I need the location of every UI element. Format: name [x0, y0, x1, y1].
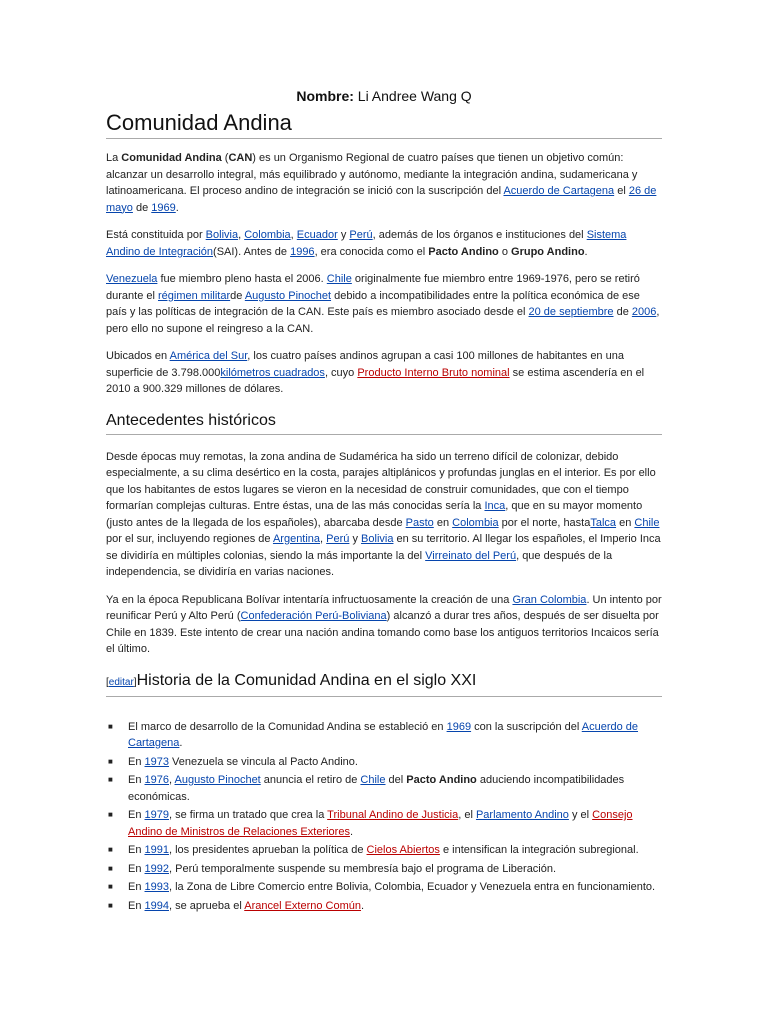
link-virreinato-del-peru[interactable]: Virreinato del Perú	[425, 549, 517, 562]
text: ,	[320, 533, 327, 545]
intro-paragraph-4	[106, 348, 662, 398]
link-chile[interactable]: Chile	[634, 516, 660, 529]
text: , los cuatro países andinos agrupan a casi 100 millones de habitantes en una superficie de 3.798.000	[106, 350, 624, 379]
text: Ubicados en	[106, 350, 170, 362]
bullet-icon: ■	[108, 882, 113, 891]
text: , se firma un tratado que crea la	[169, 809, 328, 821]
section-heading-historia-text: Historia de la Comunidad Andina en el siglo XXI	[136, 671, 477, 689]
link-pib-nominal[interactable]: Producto Interno Bruto nominal	[357, 366, 510, 379]
text: Ya en la época Republicana Bolívar intentaría infructuosamente la creación de una	[106, 593, 513, 606]
text: por el sur, incluyendo regiones de	[106, 533, 273, 545]
text: (SAI). Antes de	[213, 245, 291, 258]
article-body	[106, 108, 662, 914]
text: fue miembro pleno hasta el 2006.	[157, 273, 327, 285]
link-cielos-abiertos[interactable]: Cielos Abiertos	[366, 844, 440, 856]
text: , que después de la independencia, se dividiría en varias naciones.	[106, 549, 613, 578]
text: , se aprueba el	[169, 899, 245, 912]
bullet-icon: ■	[108, 863, 113, 873]
bullet-icon: ■	[108, 756, 113, 766]
list-item	[106, 842, 662, 859]
link-sistema-andino[interactable]: Sistema Andino de Integración	[106, 229, 627, 258]
text: En	[128, 809, 145, 821]
text: .	[175, 201, 179, 214]
name-label: Nombre:	[296, 88, 354, 104]
text: , los presidentes aprueban la política de	[169, 844, 367, 856]
text: .	[349, 825, 354, 838]
link-1996[interactable]: 1996	[290, 245, 315, 258]
text: .	[361, 899, 365, 912]
link-tribunal-andino[interactable]: Tribunal Andino de Justicia	[327, 809, 459, 821]
link-1993[interactable]: 1993	[144, 881, 169, 893]
antecedentes-paragraph-2	[106, 592, 662, 658]
bullet-icon: ■	[108, 845, 113, 854]
text: ,	[238, 229, 245, 241]
text: , Perú temporalmente suspende su membresía bajo el programa de Liberación.	[169, 862, 557, 875]
link-argentina[interactable]: Argentina	[272, 533, 321, 545]
link-2006[interactable]: 2006	[631, 306, 657, 318]
edit-link[interactable]: editar	[108, 676, 134, 688]
section-heading-antecedentes: Antecedentes históricos	[106, 410, 662, 435]
link-1973[interactable]: 1973	[144, 755, 169, 768]
link-inca[interactable]: Inca	[484, 500, 506, 512]
text: el	[614, 185, 629, 197]
list-item	[106, 861, 662, 878]
section-heading-historia	[106, 670, 662, 697]
list-item	[106, 898, 662, 915]
link-1976[interactable]: 1976	[144, 774, 169, 786]
text: de	[613, 306, 632, 318]
page-title: Comunidad Andina	[106, 108, 662, 139]
bold-text: Pacto Andino	[428, 245, 499, 258]
link-1969[interactable]: 1969	[446, 720, 472, 733]
link-arancel-externo-comun[interactable]: Arancel Externo Común	[244, 899, 362, 912]
link-1992[interactable]: 1992	[144, 862, 169, 875]
text: en	[433, 516, 453, 529]
link-26-de-mayo[interactable]: 26 de mayo	[106, 185, 657, 214]
text: y	[349, 533, 362, 545]
text: anuncia el retiro de	[260, 774, 361, 786]
link-bolivia[interactable]: Bolivia	[205, 229, 239, 241]
link-acuerdo-cartagena[interactable]: Acuerdo de Cartagena	[503, 185, 615, 197]
text: Desde épocas muy remotas, la zona andina de Sudamérica ha sido un terreno difícil de colonizar, debido especialmente, a su clima desértico en la costa, parajes altiplánicos y profundas junglas en el interior. Es por ello que los habitantes de estos lugares se vieron en la necesidad de construir comunidades, que con el tiempo formarían complejas culturas. Entre éstas, una de las más conocidas sería la	[106, 450, 656, 512]
name-value: Li Andree Wang Q	[357, 88, 472, 104]
text: , cuyo	[324, 366, 358, 379]
link-peru[interactable]: Perú	[326, 533, 350, 545]
text: , además de los órganos e instituciones del	[372, 229, 587, 241]
link-colombia[interactable]: Colombia	[244, 229, 291, 241]
link-1991[interactable]: 1991	[144, 844, 169, 856]
bold-text: CAN	[228, 152, 253, 164]
link-consejo-andino[interactable]: Consejo Andino de Ministros de Relaciones Exteriores	[128, 809, 633, 838]
text: con la suscripción del	[471, 720, 582, 733]
bracket: ]	[133, 676, 137, 688]
link-confederacion-peru-boliviana[interactable]: Confederación Perú-Boliviana	[240, 610, 387, 622]
link-chile[interactable]: Chile	[360, 774, 386, 786]
text: Venezuela se vincula al Pacto Andino.	[169, 755, 358, 768]
link-1994[interactable]: 1994	[144, 899, 169, 912]
text: .	[584, 245, 588, 258]
text: en su territorio. Al llegar los españoles, el Imperio Inca se dividiría en múltiples colonias, siendo la más importante la del	[106, 533, 661, 562]
link-ecuador[interactable]: Ecuador	[296, 229, 338, 241]
link-chile[interactable]: Chile	[326, 273, 352, 285]
list-item	[106, 754, 662, 771]
link-peru[interactable]: Perú	[349, 229, 373, 241]
list-item	[106, 719, 662, 752]
text: de	[132, 201, 152, 214]
list-item	[106, 772, 662, 805]
link-1969[interactable]: 1969	[151, 201, 176, 214]
text: Está constituida por	[106, 229, 206, 241]
text: y el	[568, 809, 593, 821]
text: o	[498, 245, 512, 258]
bold-text: Pacto Andino	[406, 774, 477, 786]
text: ,	[290, 229, 297, 241]
link-talca[interactable]: Talca	[590, 516, 617, 529]
link-acuerdo-cartagena[interactable]: Acuerdo de Cartagena	[128, 720, 639, 749]
text: , la Zona de Libre Comercio entre Bolivia, Colombia, Ecuador y Venezuela entra en funcionamiento.	[169, 881, 656, 893]
text: En	[128, 862, 145, 875]
link-1979[interactable]: 1979	[144, 809, 169, 821]
student-name	[0, 88, 768, 104]
text: , que en su mayor momento (justo antes de la llegada de los españoles), abarcaba desde	[106, 500, 643, 529]
text: En	[128, 755, 145, 768]
link-20-de-septiembre[interactable]: 20 de septiembre	[528, 306, 614, 318]
link-america-del-sur[interactable]: América del Sur	[169, 350, 248, 362]
text: , era conocida como el	[314, 245, 429, 258]
link-colombia[interactable]: Colombia	[452, 516, 499, 529]
historia-list	[106, 719, 662, 915]
text: debido a incompatibilidades entre la política económica de ese país y las políticas de integración de la CAN. Este país es miembro asociado desde el	[106, 289, 640, 318]
link-gran-colombia[interactable]: Gran Colombia	[512, 593, 587, 606]
text: En	[128, 844, 145, 856]
bold-text: Comunidad Andina	[121, 152, 222, 164]
link-venezuela[interactable]: Venezuela	[106, 273, 158, 285]
text: se estima ascendería en el 2010 a 900.329 millones de dólares.	[106, 366, 645, 395]
text: ,	[169, 774, 175, 786]
text: del	[385, 774, 407, 786]
text: , pero ello no supone el reingreso a la CAN.	[106, 306, 660, 335]
antecedentes-paragraph-1	[106, 449, 662, 581]
link-augusto-pinochet[interactable]: Augusto Pinochet	[174, 774, 261, 786]
text: En	[128, 774, 145, 786]
link-augusto-pinochet[interactable]: Augusto Pinochet	[244, 289, 332, 302]
intro-paragraph-3	[106, 271, 662, 337]
text: (	[221, 152, 229, 164]
bullet-icon: ■	[108, 721, 113, 731]
text: y	[337, 229, 350, 241]
text: En	[128, 881, 145, 893]
link-bolivia[interactable]: Bolivia	[361, 533, 394, 545]
bold-text: Grupo Andino	[511, 245, 585, 258]
text: por el norte, hasta	[498, 516, 591, 529]
list-item	[106, 807, 662, 840]
text: e intensifican la integración subregional.	[439, 844, 639, 856]
list-item	[106, 879, 662, 896]
text: En	[128, 899, 145, 912]
intro-paragraph-2	[106, 227, 662, 260]
link-pasto[interactable]: Pasto	[405, 516, 434, 529]
link-parlamento-andino[interactable]: Parlamento Andino	[475, 809, 569, 821]
link-regimen-militar[interactable]: régimen militar	[157, 289, 231, 302]
text: originalmente fue miembro entre 1969-1976, pero se retiró durante el	[106, 273, 640, 302]
text: El marco de desarrollo de la Comunidad Andina se estableció en	[128, 720, 447, 733]
text: de	[230, 289, 245, 302]
text: aduciendo incompatibilidades económicas.	[128, 774, 625, 803]
link-kilometros-cuadrados[interactable]: kilómetros cuadrados	[220, 366, 325, 379]
text: .	[179, 737, 183, 749]
text: . Un intento por reunificar Perú y Alto Perú (	[106, 593, 662, 622]
text: en	[616, 516, 635, 529]
text: , el	[458, 809, 476, 821]
edit-link-wrapper	[106, 677, 137, 688]
bracket: [	[106, 676, 109, 688]
bullet-icon: ■	[108, 810, 113, 819]
bullet-icon: ■	[108, 775, 113, 784]
text: ) es un Organismo Regional de cuatro países que tienen un objetivo común: alcanzar un desarrollo integral, más equilibrado y autónomo, mediante la integración andina, sudamericana y latinoamericana. El proceso andino de integración se inició con la suscripción del	[106, 152, 638, 197]
bullet-icon: ■	[108, 900, 113, 910]
text: ) alcanzó a durar tres años, después de ser disuelta por Chile en 1839. Este intento de crear una nación andina tomando como base los antiguos territorios Incaicos sería el último.	[106, 610, 659, 655]
intro-paragraph-1	[106, 150, 662, 216]
text: La	[106, 152, 122, 164]
